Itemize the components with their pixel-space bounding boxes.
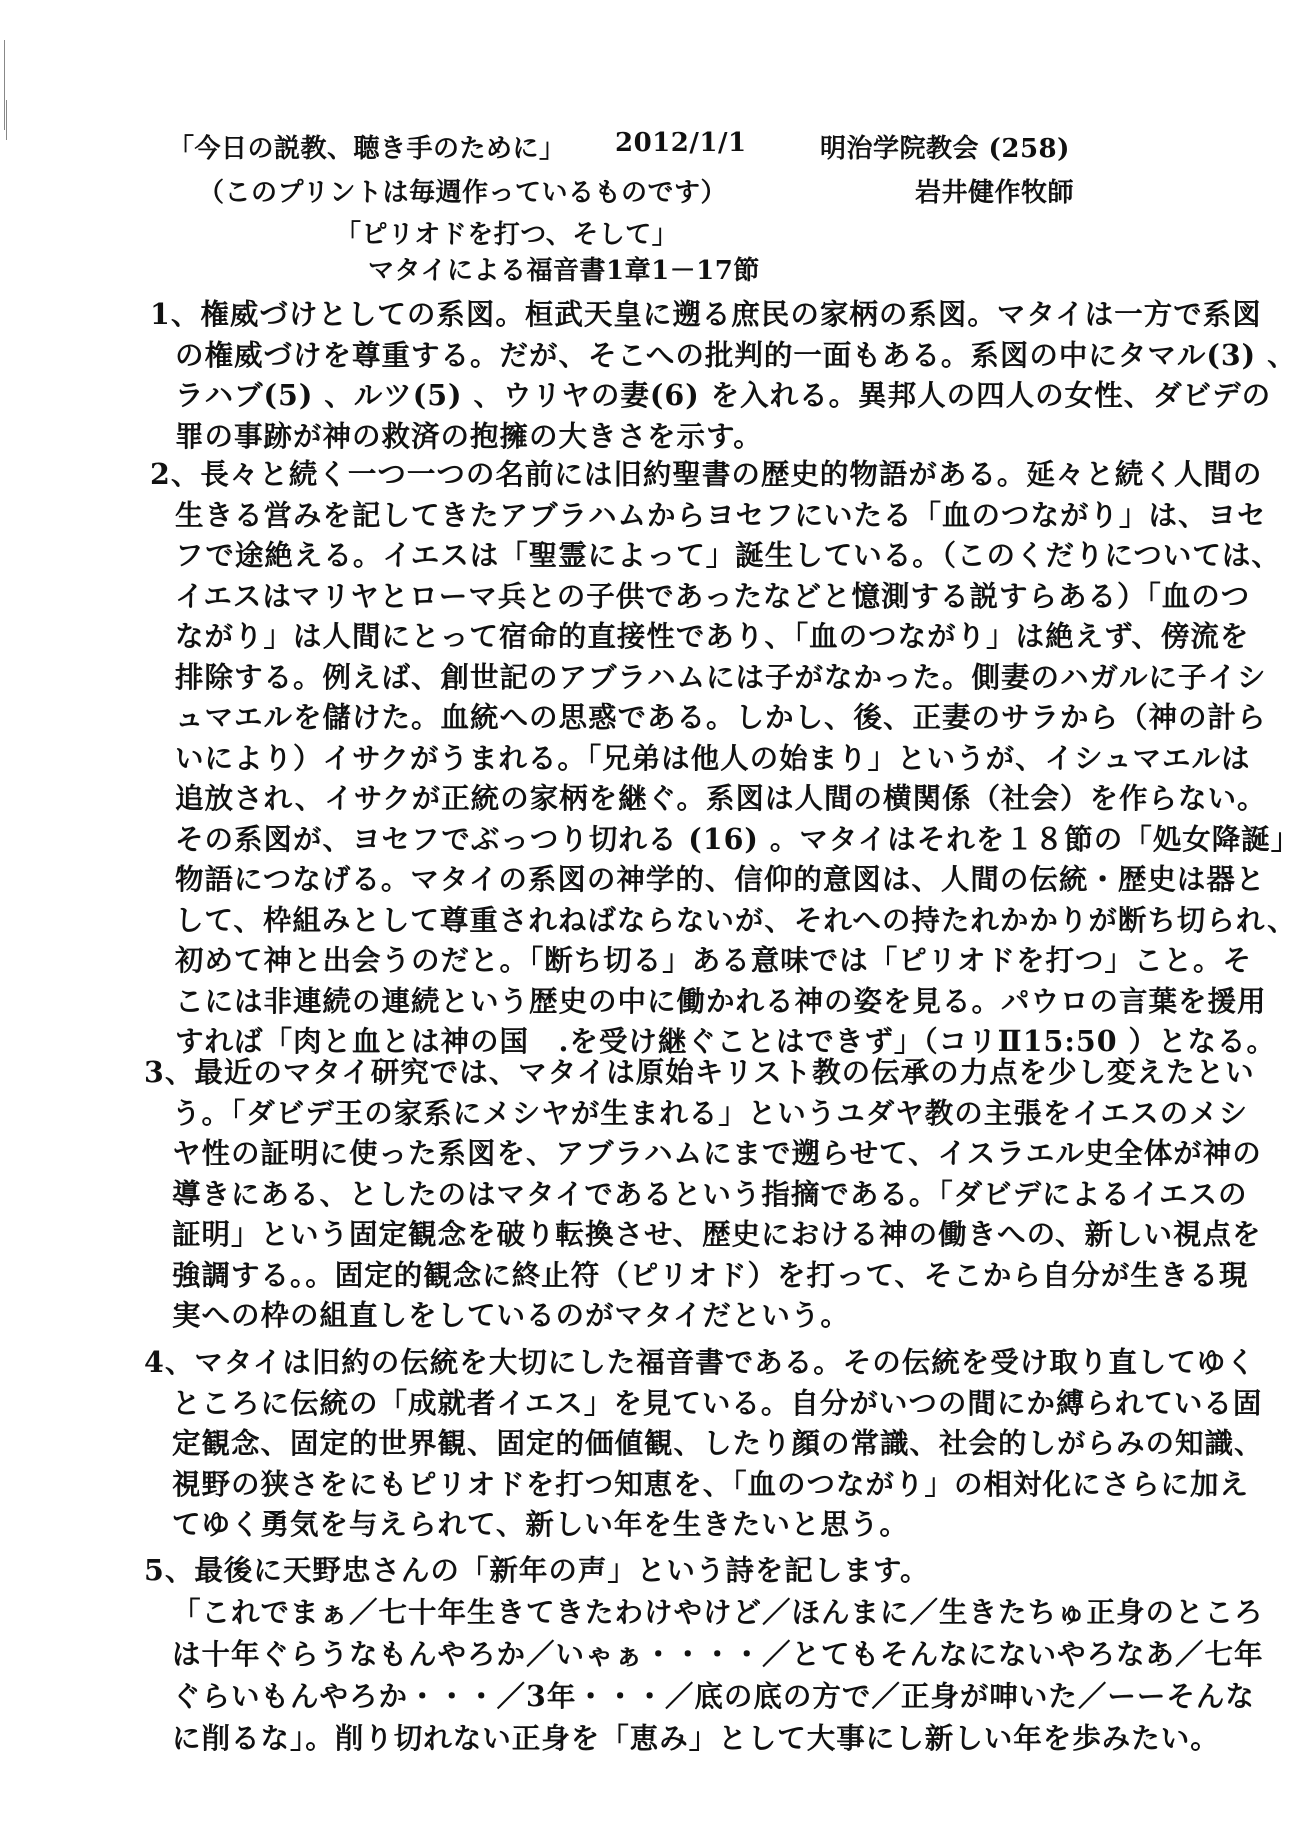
section-2-line: こには非連続の連続という歴史の中に働かれる神の姿を見る。パウロの言葉を援用	[175, 984, 1267, 1018]
section-5-line: ぐらいもんやろか・・・／3年・・・／底の底の方で／正身が呻いた／ーーそんな	[172, 1679, 1255, 1713]
section-1-line: ラハブ(5) 、ルツ(5) 、ウリヤの妻(6) を入れる。異邦人の四人の女性、ダビデの	[175, 378, 1272, 412]
section-1-line: 罪の事跡が神の救済の抱擁の大きさを示す。	[175, 419, 763, 453]
section-5-line: 「これでまぁ／七十年生きてきたわけやけど／ほんまに／生きたちゅ正身のところ	[172, 1595, 1264, 1629]
section-2-line: 2、長々と続く一つ一つの名前には旧約聖書の歴史的物語がある。延々と続く人間の	[150, 457, 1263, 491]
section-4-line: 4、マタイは旧約の伝統を大切にした福音書である。その伝統を受け取り直してゆく	[144, 1345, 1256, 1379]
section-4-line: 視野の狭さをにもピリオドを打つ知恵を、「血のつながり」の相対化にさらに加え	[172, 1467, 1249, 1501]
print-note: （このプリントは毎週作っているものです）	[198, 178, 727, 208]
section-2-line: ながり」は人間にとって宿命的直接性であり、「血のつながり」は絶えず、傍流を	[175, 619, 1250, 653]
section-4-line: てゆく勇気を与えられて、新しい年を生きたいと思う。	[172, 1507, 909, 1541]
section-1-line: 1、権威づけとしての系図。桓武天皇に遡る庶民の家柄の系図。マタイは一方で系図	[150, 297, 1262, 331]
section-2-line: イエスはマリヤとローマ兵との子供であったなどと憶測する説すらある）「血のつ	[175, 579, 1251, 613]
section-2-line: して、枠組みとして尊重されねばならないが、それへの持たれかかりが断ち切られ、	[175, 903, 1297, 937]
section-5-line: は十年ぐらうなもんやろか／いゃぁ・・・・／とてもそんなにないやろなあ／七年	[172, 1637, 1264, 1671]
section-3-line: ヤ性の証明に使った系図を、アブラハムにまで遡らせて、イスラエル史全体が神の	[172, 1136, 1262, 1170]
church-name: 明治学院教会 (258)	[820, 134, 1070, 164]
scan-edge-mark	[6, 100, 7, 140]
section-3-line: 導きにある、としたのはマタイであるという指摘である。「ダビデによるイエスの	[172, 1177, 1248, 1211]
section-4-line: ところに伝統の「成就者イエス」を見ている。自分がいつの間にか縛られている固	[172, 1386, 1263, 1420]
section-2-line: ュマエルを儲けた。血統への思惑である。しかし、後、正妻のサラから（神の計ら	[175, 700, 1267, 734]
section-2-line: その系図が、ヨセフでぶっつり切れる (16) 。マタイはそれを１８節の「処女降誕」	[175, 822, 1300, 856]
section-2-line: すれば「肉と血とは神の国 .を受け継ぐことはできず」（コリⅡ15:50 ）となる。	[175, 1024, 1276, 1058]
section-3-line: 3、最近のマタイ研究では、マタイは原始キリスト教の伝承の力点を少し変えたとい	[144, 1055, 1255, 1089]
section-2-line: 排除する。例えば、創世記のアブラハムには子がなかった。側妻のハガルに子イシ	[175, 660, 1267, 694]
section-2-line: 生きる営みを記してきたアブラハムからヨセフにいたる「血のつながり」は、ヨセ	[175, 498, 1267, 532]
section-2-line: フで途絶える。イエスは「聖霊によって」誕生している。（このくだりについては、	[175, 538, 1281, 572]
section-2-line: いにより）イサクがうまれる。「兄弟は他人の始まり」というが、イシュマエルは	[175, 741, 1251, 775]
section-1-line: の権威づけを尊重する。だが、そこへの批判的一面もある。系図の中にタマル(3) 、	[175, 338, 1297, 372]
section-2-line: 追放され、イサクが正統の家柄を継ぐ。系図は人間の横関係（社会）を作らない。	[175, 781, 1267, 815]
section-5-line: に削るな」。削り切れない正身を「恵み」として大事にし新しい年を歩みたい。	[172, 1721, 1220, 1755]
section-3-line: う。「ダビデ王の家系にメシヤが生まれる」というユダヤ教の主張をイエスのメシ	[172, 1096, 1249, 1130]
sermon-title: 「ピリオドを打つ、そして」	[335, 220, 679, 250]
section-3-line: 証明」という固定観念を破り転換させ、歴史における神の働きへの、新しい視点を	[172, 1217, 1262, 1251]
section-3-line: 実への枠の組直しをしているのがマタイだという。	[172, 1298, 850, 1332]
scan-edge-mark	[4, 40, 5, 130]
scripture-reference: マタイによる福音書1章1－17節	[368, 256, 760, 286]
section-5-line: 5、最後に天野忠さんの「新年の声」という詩を記します。	[144, 1553, 930, 1587]
series-title: 「今日の説教、聴き手のために」	[168, 134, 566, 164]
pastor-name: 岩井健作牧師	[915, 178, 1075, 208]
section-2-line: 物語につなげる。マタイの系図の神学的、信仰的意図は、人間の伝統・歴史は器と	[175, 862, 1266, 896]
section-2-line: 初めて神と出会うのだと。「断ち切る」ある意味では「ピリオドを打つ」こと。そ	[175, 943, 1252, 977]
date: 2012/1/1	[615, 128, 747, 158]
section-3-line: 強調する。。固定的観念に終止符（ピリオド）を打って、そこから自分が生きる現	[172, 1258, 1249, 1292]
section-4-line: 定観念、固定的世界観、固定的価値観、したり顔の常識、社会的しがらみの知識、	[172, 1426, 1264, 1460]
